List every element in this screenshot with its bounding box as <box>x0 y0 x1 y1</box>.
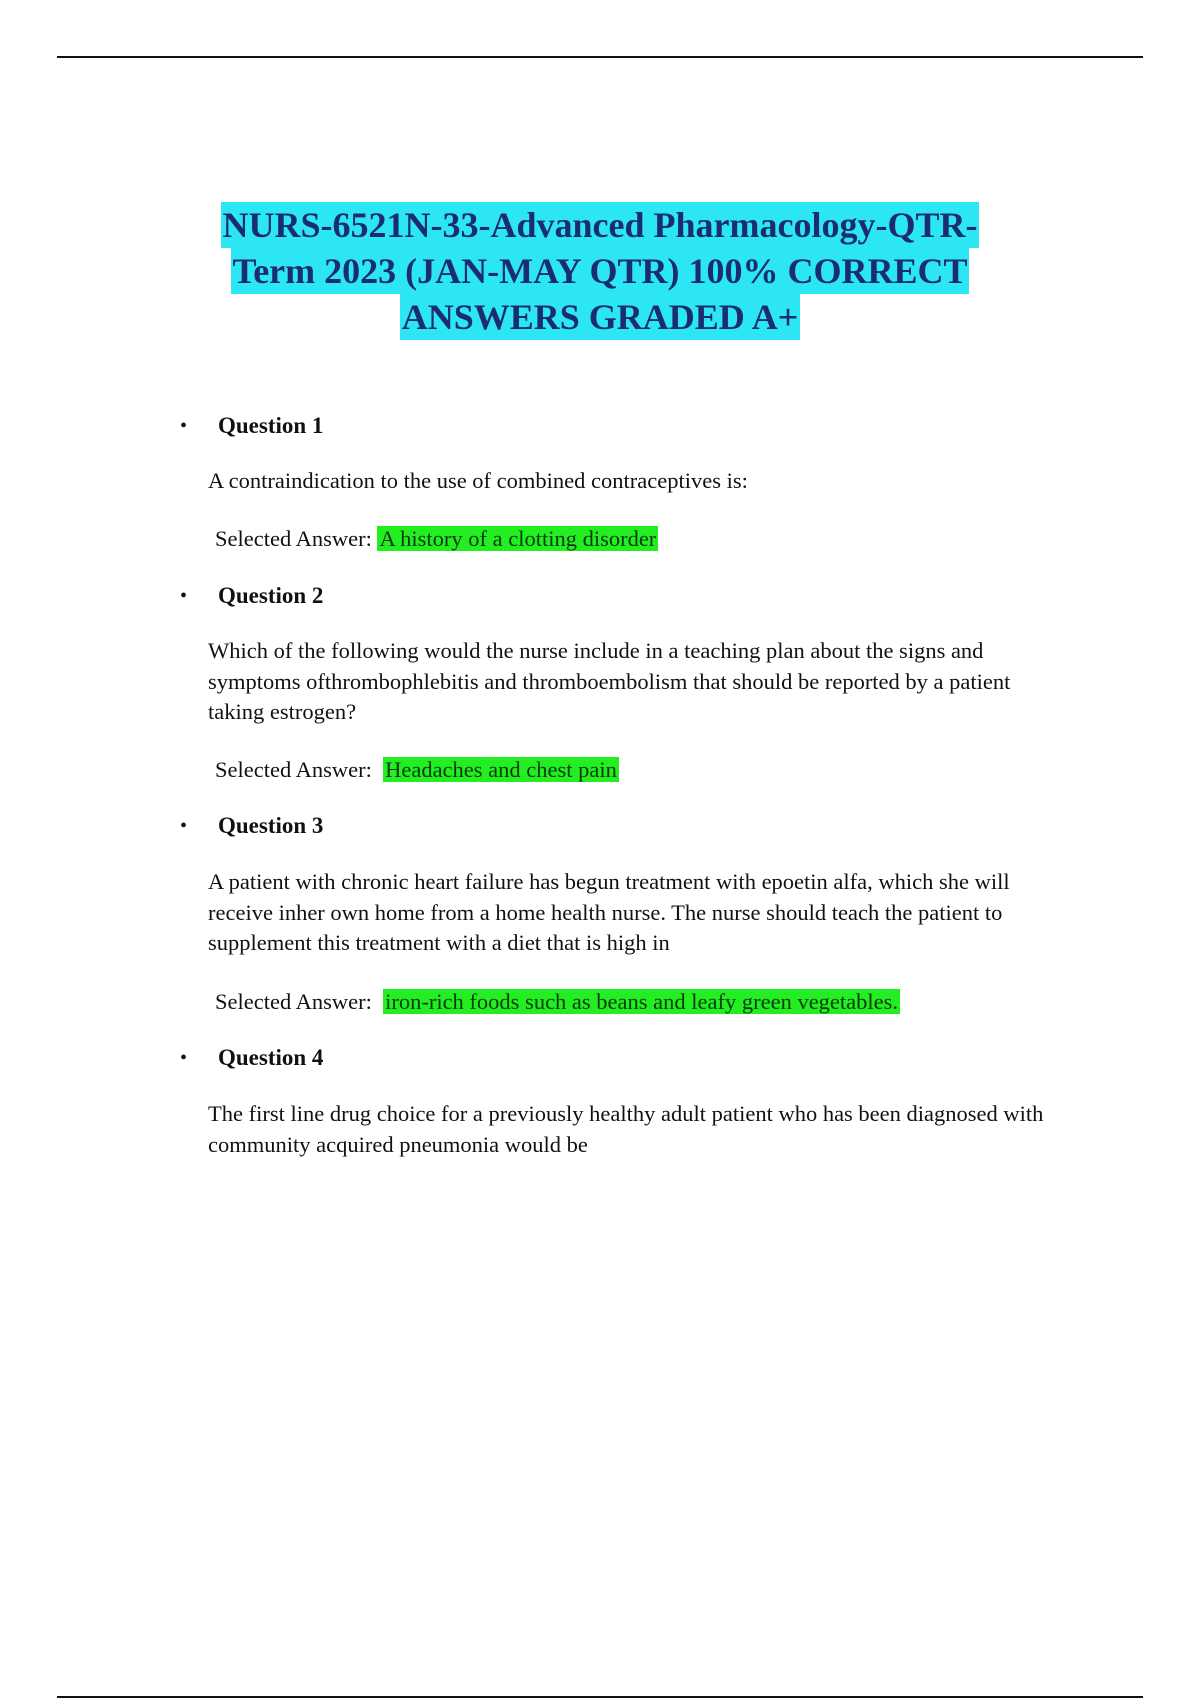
question-text-line: community acquired pneumonia would be <box>208 1131 588 1157</box>
title-line: NURS-6521N-33-Advanced Pharmacology-QTR- <box>221 202 980 248</box>
question-text <box>208 867 1108 959</box>
bullet-icon: • <box>180 1047 188 1069</box>
selected-answer <box>215 987 900 1017</box>
title-line: Term 2023 (JAN-MAY QTR) 100% CORRECT <box>231 248 970 294</box>
question-text <box>208 1099 1148 1160</box>
page-top-rule <box>57 56 1143 58</box>
selected-answer <box>215 755 619 785</box>
question-text-line: supplement this treatment with a diet that is high in <box>208 930 670 955</box>
page-bottom-rule <box>57 1696 1143 1698</box>
question-text-line: receive inher own home from a home health nurse. The nurse should teach the patient to <box>208 899 1003 925</box>
question-text <box>208 636 1108 728</box>
selected-answer-label: Selected Answer: <box>215 757 372 782</box>
selected-answer-value: iron-rich foods such as beans and leafy green vegetables. <box>385 989 899 1014</box>
selected-answer-label: Selected Answer: <box>215 526 372 551</box>
question-label: Question 2 <box>218 583 324 608</box>
selected-answer-label: Selected Answer: <box>215 989 372 1014</box>
question-label: Question 3 <box>218 813 324 838</box>
question-label: Question 1 <box>218 413 324 438</box>
question-text-line: symptoms ofthrombophlebitis and thromboembolism that should be reported by a patient <box>208 668 1011 694</box>
question-text-line: Which of the following would the nurse include in a teaching plan about the signs and <box>208 638 984 663</box>
question-label: Question 4 <box>218 1045 324 1070</box>
selected-answer-value: Headaches and chest pain <box>385 757 617 782</box>
bullet-icon: • <box>180 415 188 437</box>
bullet-icon: • <box>180 815 188 837</box>
question-text-line: taking estrogen? <box>208 699 357 724</box>
question-text-line: A patient with chronic heart failure has begun treatment with epoetin alfa, which she will <box>208 869 1010 894</box>
bullet-icon: • <box>180 585 188 607</box>
selected-answer <box>215 524 658 554</box>
document-title <box>0 202 1200 340</box>
question-text <box>208 466 1108 497</box>
question-text-line: A contraindication to the use of combined contraceptives is: <box>208 468 748 493</box>
question-text-line: The first line drug choice for a previously healthy adult patient who has been diagnosed with <box>208 1101 1044 1126</box>
selected-answer-value: A history of a clotting disorder <box>379 526 657 551</box>
title-line: ANSWERS GRADED A+ <box>400 294 801 340</box>
